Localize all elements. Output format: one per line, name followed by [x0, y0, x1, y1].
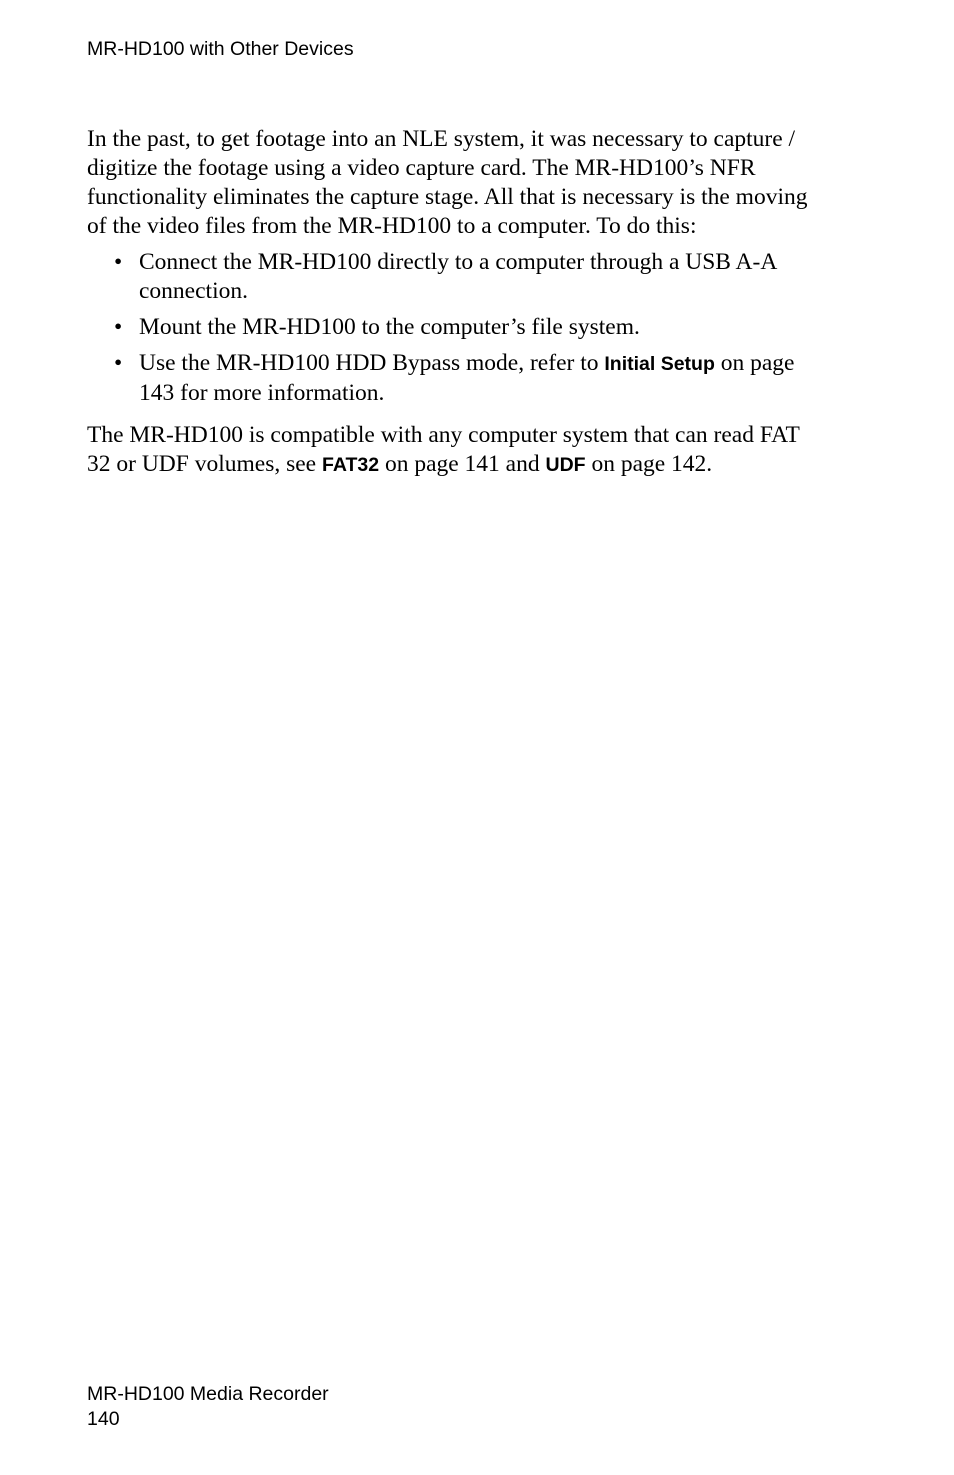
page-number: 140 — [87, 1408, 120, 1430]
running-footer — [87, 1382, 329, 1432]
list-item — [87, 349, 827, 408]
list-item — [87, 313, 827, 342]
cross-reference-initial-setup[interactable]: Initial Setup — [604, 353, 715, 375]
bullet-text: Mount the MR-HD100 to the computer’s file system. — [139, 314, 640, 340]
list-item — [87, 248, 827, 306]
compat-text-3: on page 142. — [585, 451, 713, 477]
running-header: MR-HD100 with Other Devices — [87, 38, 354, 60]
compat-text-2: on page 141 and — [379, 451, 546, 477]
body-text — [87, 125, 827, 480]
cross-reference-udf[interactable]: UDF — [545, 454, 586, 476]
intro-paragraph: In the past, to get footage into an NLE system, it was necessary to capture / digitize the footage using a video capture card. The MR-HD100’s NFR functionality eliminates the capture stage. All that is necessary is the moving of the video files from the MR-HD100 to a computer. To do this: — [87, 126, 808, 239]
bullet-text-before: Use the MR-HD100 HDD Bypass mode, refer to — [139, 350, 605, 376]
bullet-icon: • — [114, 249, 123, 275]
footer-product-name: MR-HD100 Media Recorder — [87, 1383, 329, 1405]
bullet-icon: • — [114, 314, 123, 340]
compatibility-paragraph — [87, 421, 827, 480]
bullet-text-after: on page 143 for more information. — [139, 350, 795, 406]
bullet-icon: • — [114, 350, 123, 376]
cross-reference-fat32[interactable]: FAT32 — [321, 454, 380, 476]
bullet-list — [87, 248, 827, 408]
bullet-text: Connect the MR-HD100 directly to a computer through a USB A-A connection. — [139, 249, 777, 304]
compat-text-1: The MR-HD100 is compatible with any computer system that can read FAT 32 or UDF volumes, see — [87, 422, 800, 477]
